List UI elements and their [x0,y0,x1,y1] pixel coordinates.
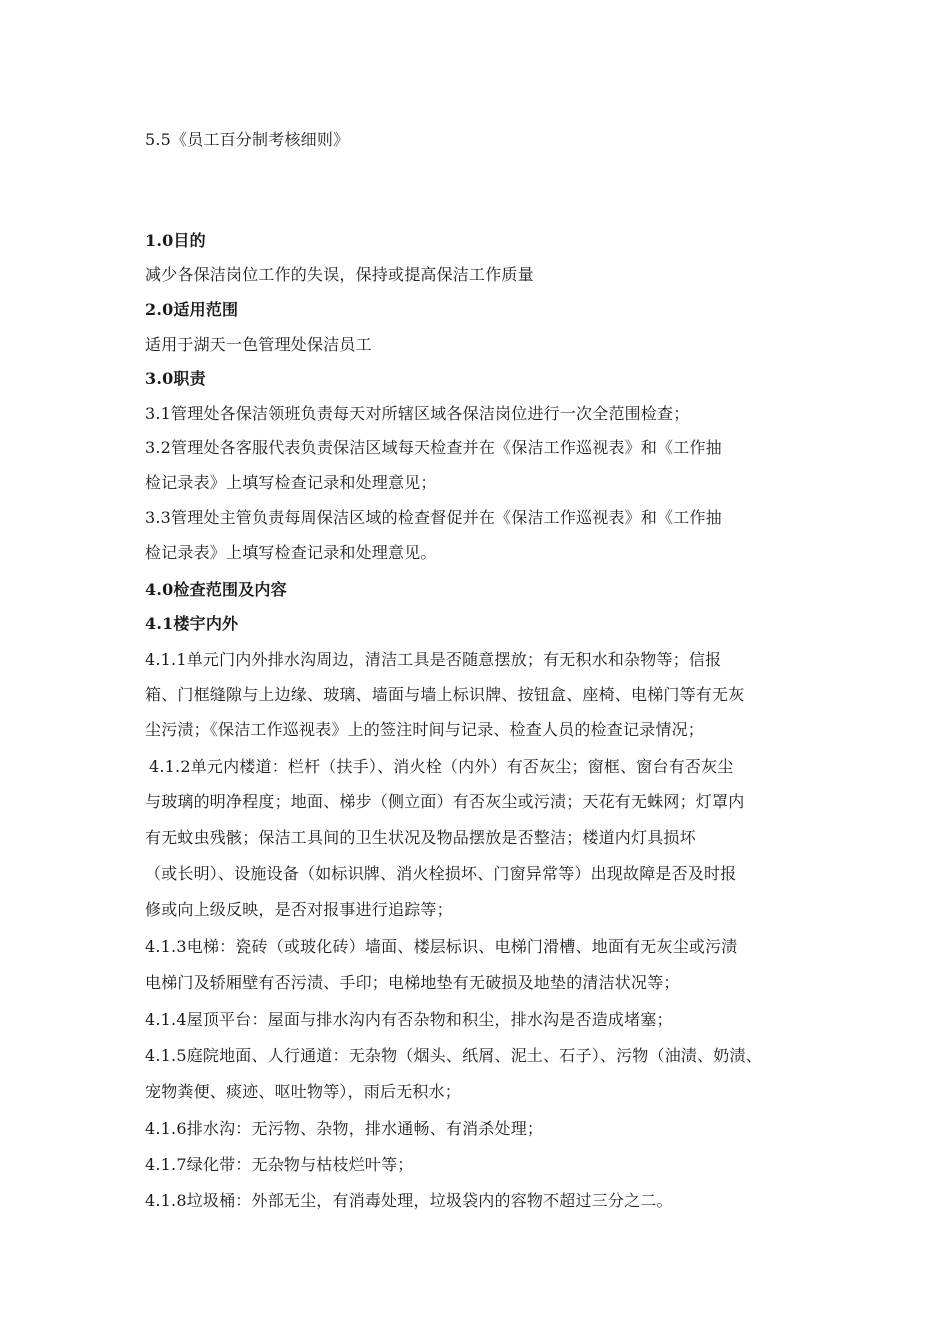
text-line: 有无蚊虫残骸；保洁工具间的卫生状况及物品摆放是否整洁；楼道内灯具损坏 [145,828,696,847]
section-heading-scope: 2.0适用范围 [145,300,239,319]
subsection-heading-building: 4.1楼宇内外 [145,614,239,633]
text-line: 宠物粪便、痰迹、呕吐物等），雨后无积水； [145,1082,462,1101]
text-line: 检记录表》上填写检查记录和处理意见。 [145,543,437,562]
paragraph-scope: 适用于湖天一色管理处保洁员工 [145,335,372,354]
text-line: 4.1.8垃圾桶：外部无尘，有消毒处理，垃圾袋内的容物不超过三分之二。 [145,1191,673,1210]
section-heading-purpose: 1.0目的 [145,231,206,250]
text-line: 修或向上级反映，是否对报事进行追踪等； [145,900,453,919]
text-line: 检记录表》上填写检查记录和处理意见； [145,473,437,492]
text-line: 4.1.3电梯：瓷砖（或玻化砖）墙面、楼层标识、电梯门滑槽、地面有无灰尘或污渍 [145,937,738,956]
text-line: 3.2管理处各客服代表负责保洁区域每天检查并在《保洁工作巡视表》和《工作抽 [145,438,722,457]
text-line: 3.3管理处主管负责每周保洁区域的检查督促并在《保洁工作巡视表》和《工作抽 [145,508,722,527]
text-line: 4.1.6排水沟：无污物、杂物，排水通畅、有消杀处理； [145,1119,544,1138]
paragraph-purpose: 减少各保洁岗位工作的失误，保持或提高保洁工作质量 [145,265,534,284]
text-line: （或长明）、设施设备（如标识牌、消火栓损坏、门窗异常等）出现故障是否及时报 [145,864,737,883]
section-heading-inspection: 4.0检查范围及内容 [145,580,287,599]
text-line: 4.1.2单元内楼道：栏杆（扶手）、消火栓（内外）有否灰尘；窗框、窗台有否灰尘 [149,757,734,776]
text-line: 4.1.7绿化带：无杂物与枯枝烂叶等； [145,1155,414,1174]
section-heading-duties: 3.0职责 [145,369,206,388]
text-line: 4.1.4屋顶平台：屋面与排水沟内有否杂物和积尘，排水沟是否造成堵塞； [145,1010,673,1029]
reference-line: 5.5《员工百分制考核细则》 [145,130,350,149]
text-line: 3.1管理处各保洁领班负责每天对所辖区域各保洁岗位进行一次全范围检查； [145,404,690,423]
text-line: 尘污渍；《保洁工作巡视表》上的签注时间与记录、检查人员的检查记录情况； [145,720,705,739]
text-line: 与玻璃的明净程度；地面、梯步（侧立面）有否灰尘或污渍；天花有无蛛网；灯罩内 [145,792,745,811]
text-line: 箱、门框缝隙与上边缘、玻璃、墙面与墙上标识牌、按钮盒、座椅、电梯门等有无灰 [145,685,745,704]
text-line: 电梯门及轿厢壁有否污渍、手印；电梯地垫有无破损及地垫的清洁状况等； [145,973,680,992]
text-line: 4.1.5庭院地面、人行通道：无杂物（烟头、纸屑、泥土、石子）、污物（油渍、奶渍、 [145,1046,762,1065]
text-line: 4.1.1单元门内外排水沟周边，清洁工具是否随意摆放；有无积水和杂物等；信报 [145,650,722,669]
